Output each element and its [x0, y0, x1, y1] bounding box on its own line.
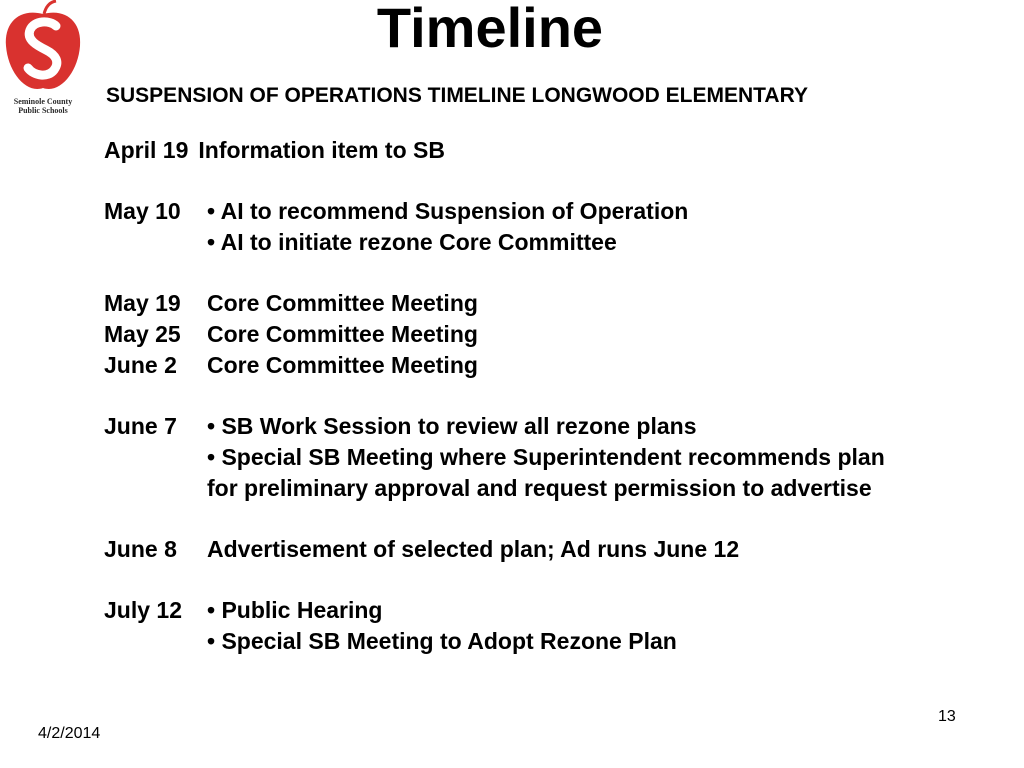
timeline-entry-june-8	[104, 534, 739, 564]
timeline-entry-april-19	[104, 135, 445, 165]
entry-text: for preliminary approval and request permission to advertise	[207, 475, 872, 501]
timeline-entry-may-19	[104, 288, 478, 318]
timeline-entry-june-2	[104, 350, 478, 380]
entry-date: May 19	[104, 290, 181, 316]
district-logo	[0, 0, 86, 122]
entry-text: • Special SB Meeting to Adopt Rezone Plan	[207, 628, 677, 654]
entry-date: April 19	[104, 137, 189, 163]
entry-text: • Public Hearing	[207, 597, 383, 623]
slide-title: Timeline	[376, 0, 604, 59]
entry-date: June 2	[104, 352, 177, 378]
entry-text: Core Committee Meeting	[207, 290, 478, 316]
footer-date: 4/2/2014	[38, 725, 101, 742]
entry-text: • AI to recommend Suspension of Operation	[207, 198, 689, 224]
logo-org-line2: Public Schools	[18, 106, 68, 115]
entry-text: Core Committee Meeting	[207, 321, 478, 347]
timeline-entry-may-10	[104, 196, 688, 226]
timeline-entry-june-7	[104, 411, 697, 441]
page-number: 13	[938, 708, 956, 725]
timeline-entry-june-7-cont2	[104, 473, 872, 503]
entry-text: • AI to initiate rezone Core Committee	[207, 229, 617, 255]
entry-date: July 12	[104, 597, 182, 623]
logo-org-line1: Seminole County	[13, 97, 73, 106]
apple-s-logo-icon	[0, 0, 86, 98]
timeline-entry-may-10-cont	[104, 227, 617, 257]
timeline-entry-july-12-cont	[104, 626, 677, 656]
slide-subtitle: SUSPENSION OF OPERATIONS TIMELINE LONGWOOD ELEMENTARY	[106, 84, 808, 107]
timeline-entry-june-7-cont	[104, 442, 885, 472]
entry-date: May 25	[104, 321, 181, 347]
timeline-entry-may-25	[104, 319, 478, 349]
entry-text: Core Committee Meeting	[207, 352, 478, 378]
entry-text: • Special SB Meeting where Superintendent recommends plan	[207, 444, 885, 470]
entry-text: Information item to SB	[198, 137, 445, 163]
entry-text: • SB Work Session to review all rezone plans	[207, 413, 697, 439]
timeline-entry-july-12	[104, 595, 382, 625]
entry-text: Advertisement of selected plan; Ad runs June 12	[207, 536, 740, 562]
entry-date: June 7	[104, 413, 177, 439]
entry-date: June 8	[104, 536, 177, 562]
entry-date: May 10	[104, 198, 181, 224]
